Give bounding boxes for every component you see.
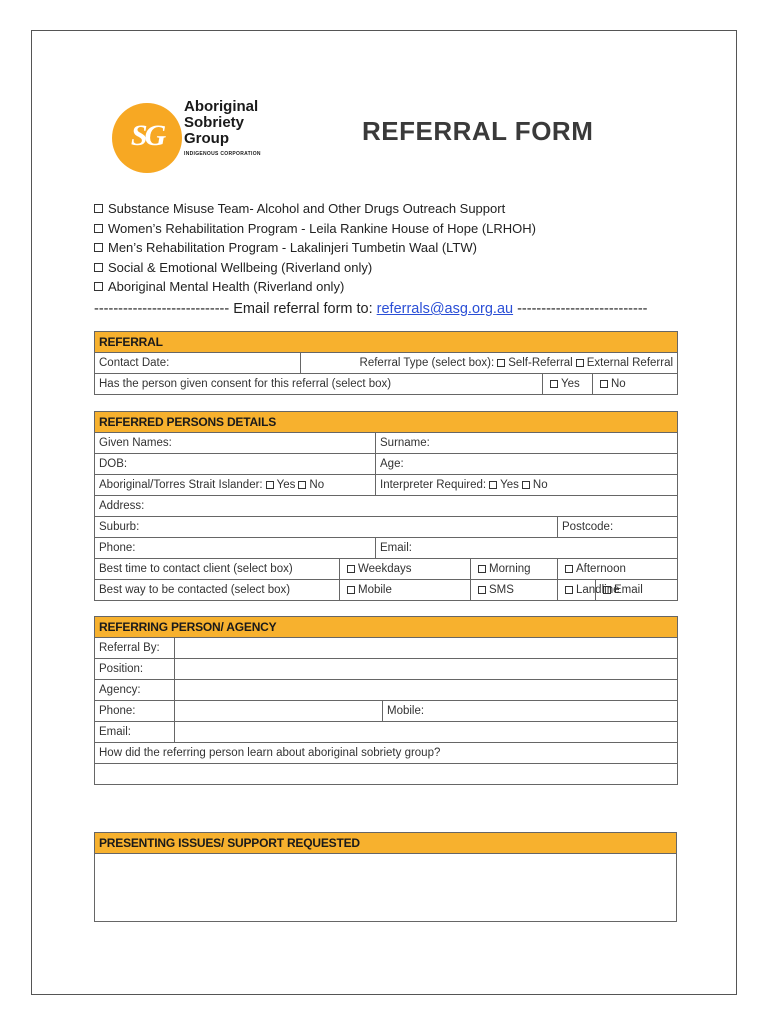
mobile-field[interactable]: Mobile:: [383, 701, 678, 722]
age-field[interactable]: Age:: [376, 454, 678, 475]
program-label: Substance Misuse Team- Alcohol and Other Drugs Outreach Support: [108, 201, 506, 216]
checkbox[interactable]: [489, 481, 497, 489]
program-item[interactable]: [94, 258, 536, 278]
email-option-label: Email: [614, 584, 643, 596]
checkbox[interactable]: [576, 359, 584, 367]
atsi-row: [95, 475, 376, 496]
referred-person-table: [94, 411, 678, 601]
asg-logo: [112, 98, 312, 191]
landline-label: Landline: [576, 584, 620, 596]
checkbox[interactable]: [522, 481, 530, 489]
position-field[interactable]: [175, 659, 678, 680]
agency-field[interactable]: [175, 680, 678, 701]
form-page: [31, 30, 737, 995]
interpreter-row: [376, 475, 678, 496]
morning-option[interactable]: [471, 559, 558, 580]
address-field[interactable]: Address:: [95, 496, 678, 517]
best-way-label: Best way to be contacted (select box): [95, 580, 340, 601]
email-label: Email:: [95, 722, 175, 743]
referral-by-field[interactable]: [175, 638, 678, 659]
checkbox[interactable]: [347, 586, 355, 594]
checkbox[interactable]: [94, 224, 103, 233]
landline-option[interactable]: [558, 580, 620, 601]
checkbox[interactable]: [298, 481, 306, 489]
phone-field[interactable]: Phone:: [95, 538, 376, 559]
logo-name-line3: Group: [184, 130, 229, 147]
checkbox[interactable]: [600, 380, 608, 388]
checkbox[interactable]: [565, 565, 573, 573]
logo-name-line1: Aboriginal: [184, 98, 259, 115]
section-heading: REFERRED PERSONS DETAILS: [95, 412, 678, 433]
afternoon-label: Afternoon: [576, 563, 626, 575]
referral-table: [94, 331, 678, 395]
dob-field[interactable]: DOB:: [95, 454, 376, 475]
mobile-label: Mobile: [358, 584, 392, 596]
presenting-issues-table: [94, 832, 677, 922]
logo-subtitle: INDIGENOUS CORPORATION: [184, 151, 261, 157]
given-names-field[interactable]: Given Names:: [95, 433, 376, 454]
section-heading: REFERRAL: [95, 332, 678, 353]
email-field[interactable]: Email:: [376, 538, 678, 559]
checkbox[interactable]: [603, 586, 611, 594]
email-referral-line: [94, 301, 710, 317]
section-heading: REFERRING PERSON/ AGENCY: [95, 617, 678, 638]
logo-monogram: SG: [130, 119, 164, 152]
checkbox[interactable]: [94, 243, 103, 252]
no-label: No: [309, 479, 325, 491]
email-field[interactable]: [175, 722, 678, 743]
yes-label: Yes: [561, 378, 580, 390]
checkbox[interactable]: [94, 204, 103, 213]
atsi-label: Aboriginal/Torres Strait Islander:: [99, 479, 263, 491]
consent-no-option[interactable]: [593, 374, 678, 395]
learn-answer-field[interactable]: [95, 764, 678, 785]
program-item[interactable]: [94, 199, 536, 219]
referral-type-label: Referral Type (select box):: [359, 357, 495, 369]
mobile-option[interactable]: [340, 580, 471, 601]
weekdays-option[interactable]: [340, 559, 471, 580]
checkbox[interactable]: [94, 282, 103, 291]
page-title: REFERRAL FORM: [362, 116, 594, 146]
checkbox[interactable]: [347, 565, 355, 573]
phone-label: Phone:: [95, 701, 175, 722]
checkbox[interactable]: [478, 565, 486, 573]
external-referral-label: External Referral: [586, 357, 674, 369]
surname-field[interactable]: Surname:: [376, 433, 678, 454]
checkbox[interactable]: [565, 586, 573, 594]
suburb-field[interactable]: Suburb:: [95, 517, 558, 538]
checkbox[interactable]: [266, 481, 274, 489]
yes-label: Yes: [500, 479, 519, 491]
afternoon-option[interactable]: [558, 559, 678, 580]
no-label: No: [532, 479, 548, 491]
program-label: Aboriginal Mental Health (Riverland only): [108, 279, 345, 294]
no-label: No: [611, 378, 626, 390]
logo-name: [184, 99, 258, 147]
interpreter-label: Interpreter Required:: [380, 479, 487, 491]
program-label: Women’s Rehabilitation Program - Leila Rankine House of Hope (LRHOH): [108, 220, 536, 236]
sms-option[interactable]: [471, 580, 558, 601]
checkbox[interactable]: [94, 263, 103, 272]
email-option[interactable]: [596, 580, 678, 601]
program-item[interactable]: [94, 238, 536, 258]
phone-field[interactable]: [175, 701, 383, 722]
position-label: Position:: [95, 659, 175, 680]
agency-label: Agency:: [95, 680, 175, 701]
contact-date-field[interactable]: Contact Date:: [95, 353, 301, 374]
referral-type-row: [301, 353, 678, 374]
postcode-field[interactable]: Postcode:: [558, 517, 678, 538]
learn-label: How did the referring person learn about aboriginal sobriety group?: [95, 743, 678, 764]
yes-label: Yes: [276, 479, 296, 491]
program-item[interactable]: [94, 219, 536, 239]
section-heading: PRESENTING ISSUES/ SUPPORT REQUESTED: [95, 833, 677, 854]
presenting-issues-field[interactable]: [95, 854, 677, 922]
program-item[interactable]: [94, 277, 536, 297]
best-time-label: Best time to contact client (select box): [95, 559, 340, 580]
program-label: Men’s Rehabilitation Program - Lakalinjeri Tumbetin Waal (LTW): [108, 240, 477, 255]
consent-label: Has the person given consent for this referral (select box): [95, 374, 543, 395]
program-label: Social & Emotional Wellbeing (Riverland only): [108, 259, 373, 275]
email-link[interactable]: referrals@asg.org.au: [376, 301, 514, 317]
checkbox[interactable]: [478, 586, 486, 594]
morning-label: Morning: [489, 563, 531, 575]
self-referral-label: Self-Referral: [508, 357, 573, 369]
dashes-right: ---------------------------: [513, 301, 648, 317]
referral-by-label: Referral By:: [95, 638, 175, 659]
checkbox[interactable]: [497, 359, 505, 367]
weekdays-label: Weekdays: [358, 563, 412, 575]
consent-yes-option[interactable]: [543, 374, 593, 395]
checkbox[interactable]: [550, 380, 558, 388]
logo-name-line2: Sobriety: [184, 114, 245, 131]
dashes-left: ----------------------------: [94, 301, 230, 317]
referring-agency-table: [94, 616, 678, 785]
email-prefix: Email referral form to:: [229, 301, 377, 317]
program-list: [94, 199, 536, 297]
sms-label: SMS: [489, 584, 514, 596]
